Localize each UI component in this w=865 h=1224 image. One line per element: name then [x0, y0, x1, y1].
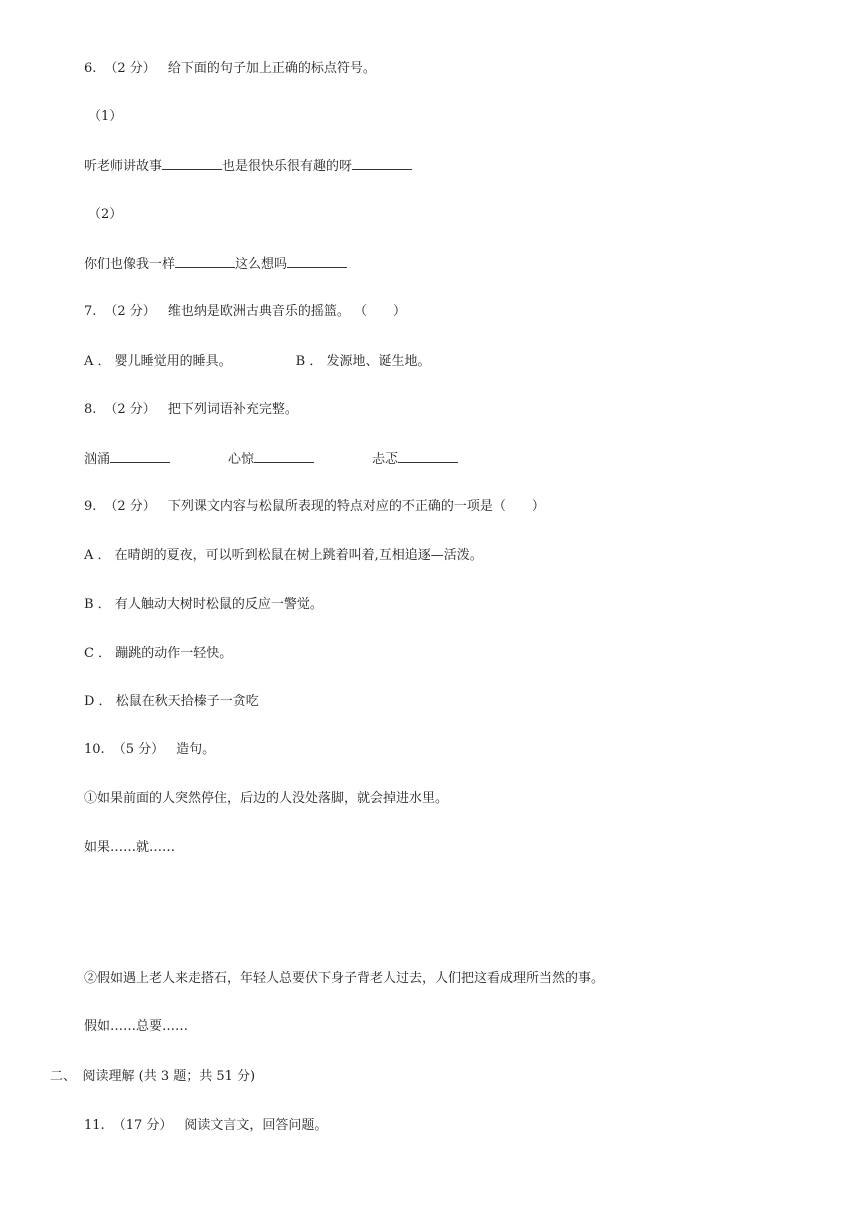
q6-sentence1: [84, 157, 412, 176]
q6-number: 6.: [84, 61, 97, 76]
q6-s2-part-b: 这么想吗: [235, 257, 288, 272]
q6-sub1-label: （1）: [88, 109, 123, 124]
q8-blank3[interactable]: [398, 450, 458, 463]
q9-option-c[interactable]: C ． 蹦跳的动作一轻快。: [84, 646, 233, 661]
q7-score: （2 分）: [104, 304, 156, 319]
q7-option-a[interactable]: A ． 婴儿睡觉用的睡具。: [84, 354, 232, 369]
q7-header: [84, 303, 406, 321]
q8-words: [84, 450, 458, 469]
q8-stem: 把下列词语补充完整。: [167, 402, 298, 417]
q9-stem: 下列课文内容与松鼠所表现的特点对应的不正确的一项是（ ）: [167, 499, 545, 514]
q10-stem: 造句。: [176, 742, 216, 757]
q6-s1-blank2[interactable]: [352, 157, 412, 170]
q6-sub2-label: （2）: [88, 207, 123, 222]
q6-header: [84, 60, 376, 78]
q9-header: [84, 498, 545, 516]
q9-option-d[interactable]: D ． 松鼠在秋天拾榛子一贪吃: [84, 694, 259, 709]
q6-s2-blank2[interactable]: [287, 255, 347, 268]
q10-item2: ②假如遇上老人来走搭石，年轻人总要伏下身子背老人过去，人们把这看成理所当然的事。: [84, 971, 605, 986]
q10-header: [84, 741, 215, 759]
q10-number: 10.: [84, 742, 105, 757]
q8-score: （2 分）: [104, 402, 156, 417]
q6-stem: 给下面的句子加上正确的标点符号。: [167, 61, 376, 76]
q8-blank2[interactable]: [254, 450, 314, 463]
q10-score: （5 分）: [112, 742, 165, 757]
q10-pattern1: 如果……就……: [84, 840, 176, 855]
q10-item1: ①如果前面的人突然停住，后边的人没处落脚，就会掉进水里。: [84, 791, 449, 806]
q6-s2-part-a: 你们也像我一样: [84, 257, 176, 272]
q7-stem: 维也纳是欧洲古典音乐的摇篮。 （ ）: [167, 304, 406, 319]
q8-header: [84, 401, 298, 419]
q6-s1-blank1[interactable]: [162, 157, 222, 170]
q9-option-b[interactable]: B ． 有人触动大树时松鼠的反应一警觉。: [84, 597, 323, 612]
q7-options: [84, 353, 430, 371]
q6-s1-part-b: 也是很快乐很有趣的呀: [222, 159, 353, 174]
q10-pattern2: 假如……总要……: [84, 1019, 189, 1034]
q11-header: [84, 1117, 327, 1135]
q9-score: （2 分）: [104, 499, 156, 514]
q6-s2-blank1[interactable]: [175, 255, 235, 268]
q7-number: 7.: [84, 304, 97, 319]
q6-score: （2 分）: [104, 61, 156, 76]
q7-option-b[interactable]: B ． 发源地、诞生地。: [295, 354, 431, 369]
q11-score: （17 分）: [112, 1118, 173, 1133]
q6-sentence2: [84, 255, 347, 274]
q11-stem: 阅读文言文，回答问题。: [184, 1118, 328, 1133]
q11-number: 11.: [84, 1118, 105, 1133]
q8-blank1[interactable]: [110, 450, 170, 463]
q9-number: 9.: [84, 499, 97, 514]
q8-number: 8.: [84, 402, 97, 417]
q8-word3: 忐忑: [372, 452, 399, 467]
q8-word2: 心惊: [228, 452, 255, 467]
q8-word1: 汹涌: [84, 452, 111, 467]
section2-title: 二、 阅读理解 (共 3 题；共 51 分): [50, 1069, 256, 1084]
q6-s1-part-a: 听老师讲故事: [84, 159, 163, 174]
q9-option-a[interactable]: A ． 在晴朗的夏夜，可以听到松鼠在树上跳着叫着,互相追逐—活泼。: [84, 548, 483, 563]
